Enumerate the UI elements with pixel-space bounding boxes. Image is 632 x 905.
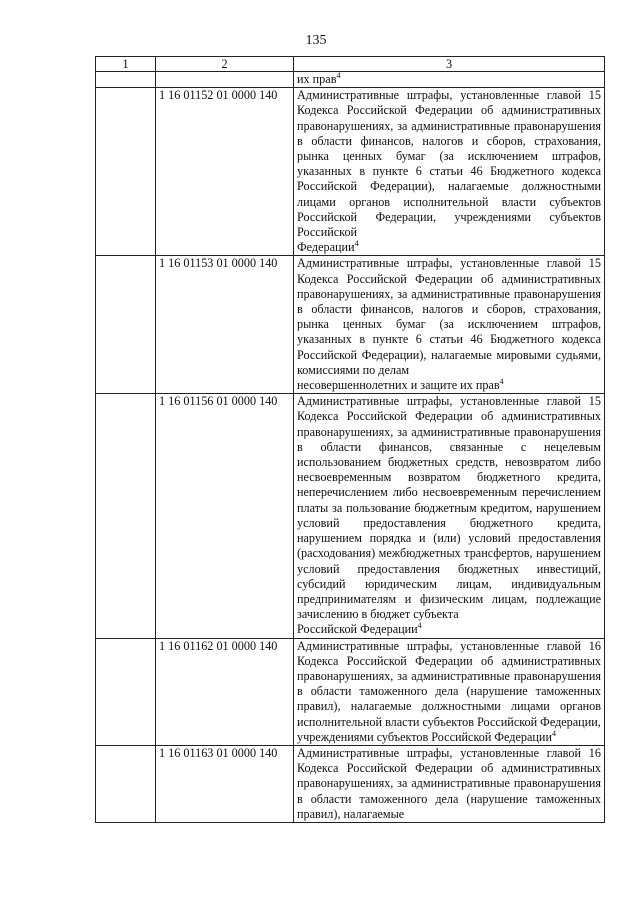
description-line: (нарушение таможенных правил), налагаемые <box>297 684 601 714</box>
row-number-cell <box>96 745 156 822</box>
description-line: налагаемые мировыми судьями, комиссиями по делам <box>297 347 601 377</box>
description-line: пользование бюджетным кредитом, нарушением <box>346 500 602 515</box>
description-line: налагаемые должностными лицами органов <box>297 179 601 209</box>
table-row <box>96 256 605 394</box>
description-line: нарушением условий предоставления бюджетных <box>297 546 601 576</box>
description-line: Кодекса Российской Федерации об административных <box>297 271 601 286</box>
description-line: правонарушения в области таможенного дела <box>297 776 602 806</box>
description-line: Кодекса Российской Федерации об административных <box>297 409 601 424</box>
description-line: Административные штрафы, установленные главой 16 <box>297 745 601 760</box>
table-header-row <box>96 57 605 72</box>
row-number-cell <box>96 256 156 394</box>
table-row <box>96 394 605 638</box>
budget-code-cell: 1 16 01153 01 0000 140 <box>156 256 294 394</box>
description-last-line <box>297 240 601 255</box>
description-last-line <box>297 378 601 393</box>
description-tail-text: Российской Федерации <box>297 622 418 637</box>
description-line: правонарушениях, за административные <box>297 118 510 133</box>
description-line: правонарушениях, за административные <box>297 424 510 439</box>
description-cell <box>294 745 605 822</box>
budget-code-cell: 1 16 01162 01 0000 140 <box>156 638 294 745</box>
description-line: правонарушения в области финансов, налогов и <box>297 118 602 148</box>
description-cell <box>294 638 605 745</box>
description-line: исключением штрафов, указанных в пункте 6 статьи <box>297 149 602 179</box>
description-line: (нарушение таможенных правил), налагаемые <box>297 791 601 821</box>
table-row <box>96 638 605 745</box>
description-line: бюджетного кредита, неперечислением либо <box>297 470 601 500</box>
description-line: сборов, страхования, рынка ценных бумаг (за <box>297 133 602 164</box>
row-number-cell <box>96 88 156 256</box>
budget-code-cell <box>156 72 294 88</box>
description-last-line <box>297 622 601 637</box>
description-tail-text: Федерации <box>297 240 355 255</box>
description-line: Кодекса Российской Федерации об административных <box>297 761 601 776</box>
row-number-cell <box>96 72 156 88</box>
description-line: Кодекса Российской Федерации об административных <box>297 653 601 668</box>
description-line: правонарушения в области таможенного дела <box>297 668 602 699</box>
description-tail-text: несовершеннолетних и защите их прав <box>297 378 500 393</box>
description-line: правонарушения в области финансов, связанные с <box>297 424 602 454</box>
description-cell <box>294 88 605 256</box>
description-line: правонарушениях, за административные <box>297 668 510 683</box>
description-line: Федерации, учреждениями субъектов Российской <box>297 209 601 240</box>
budget-codes-table <box>95 56 605 823</box>
description-line: 46 Бюджетного кодекса Российской Федерации), <box>297 164 601 194</box>
budget-code-cell: 1 16 01152 01 0000 140 <box>156 88 294 256</box>
description-tail-text: их прав <box>297 72 337 86</box>
column-header-3: 3 <box>294 57 605 72</box>
description-line: должностными лицами органов исполнительной <box>297 699 601 729</box>
description-line: лицам, подлежащие зачислению в бюджет субъекта <box>297 591 602 622</box>
description-line: 46 Бюджетного кодекса Российской Федерации), <box>297 332 601 362</box>
description-line: (расходования) межбюджетных трансфертов, <box>297 546 533 561</box>
row-number-cell <box>96 394 156 638</box>
column-header-1: 1 <box>96 57 156 72</box>
table-row <box>96 72 605 88</box>
description-line: исключением штрафов, указанных в пункте 6 статьи <box>297 317 602 347</box>
description-line: невозвратом либо несвоевременным возвратом <box>297 455 601 485</box>
row-number-cell <box>96 638 156 745</box>
footnote-marker: 4 <box>336 70 341 80</box>
footnote-marker: 4 <box>417 621 422 631</box>
description-line: Административные штрафы, установленные главой 15 <box>297 256 601 271</box>
description-line: правонарушениях, за административные <box>297 286 510 301</box>
description-line: инвестиций, субсидий юридическим лицам, <box>297 561 601 591</box>
footnote-marker: 4 <box>551 728 556 738</box>
description-line: Административные штрафы, установленные главой 16 <box>297 638 601 653</box>
description-line: несвоевременным перечислением платы за <box>297 485 601 515</box>
description-line: нарушением порядка и (или) условий предоставления <box>297 531 601 546</box>
description-line: сборов, страхования, рынка ценных бумаг (за <box>297 302 602 332</box>
description-line: власти субъектов Российской Федерации, <box>385 714 601 729</box>
column-header-2: 2 <box>156 57 294 72</box>
description-line: условий предоставления бюджетного кредита, <box>297 515 601 530</box>
description-last-line <box>297 730 601 745</box>
table-row <box>96 88 605 256</box>
description-cell <box>294 394 605 638</box>
page-number: 135 <box>305 33 327 48</box>
budget-code-cell: 1 16 01156 01 0000 140 <box>156 394 294 638</box>
description-line: правонарушения в области финансов, налогов и <box>297 286 602 317</box>
budget-code-cell: 1 16 01163 01 0000 140 <box>156 745 294 822</box>
description-line: нецелевым использованием бюджетных средств, <box>297 439 601 470</box>
description-line: Административные штрафы, установленные главой 15 <box>297 88 601 103</box>
description-tail-text: учреждениями субъектов Российской Федерации <box>297 729 552 744</box>
description-line: Кодекса Российской Федерации об административных <box>297 103 601 118</box>
table-row <box>96 745 605 822</box>
description-line: Административные штрафы, установленные главой 15 <box>297 394 601 409</box>
footnote-marker: 4 <box>354 239 359 249</box>
footnote-marker: 4 <box>499 377 504 386</box>
description-cell <box>294 256 605 394</box>
description-last-line <box>297 72 601 87</box>
description-line: индивидуальным предпринимателям и физическим <box>297 576 601 606</box>
description-line: правонарушениях, за административные <box>297 776 510 791</box>
description-line: исполнительной власти субъектов Российской <box>297 194 601 224</box>
description-cell <box>294 72 605 88</box>
